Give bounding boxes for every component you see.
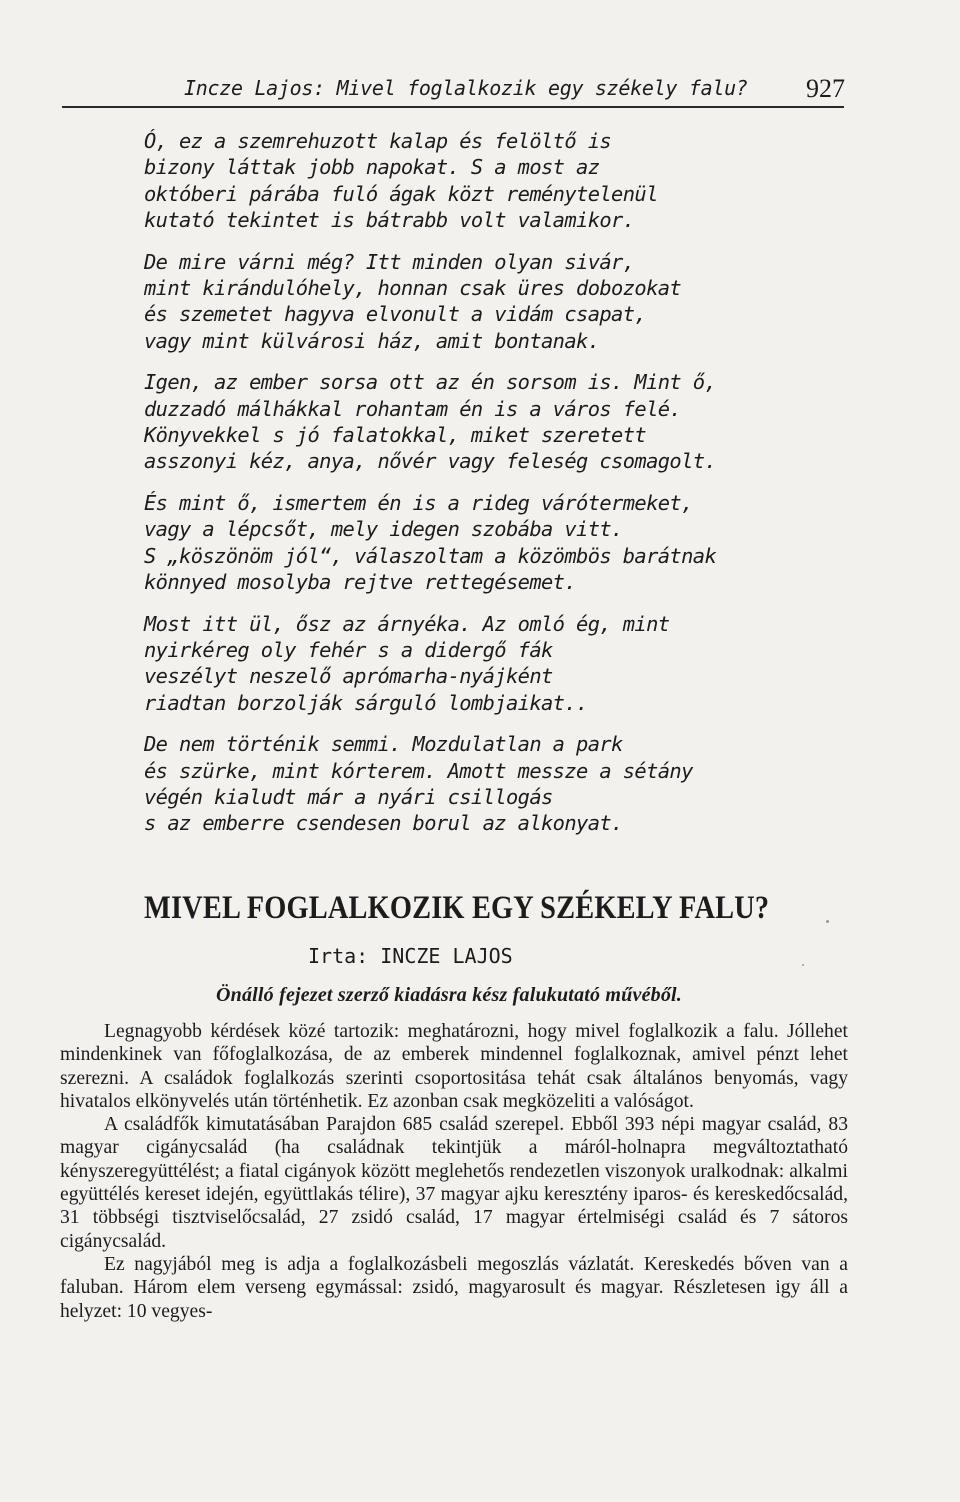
stanza	[144, 490, 824, 596]
poem-line: riadtan borzolják sárguló lombjaikat..	[144, 690, 588, 715]
article-body	[60, 1020, 848, 1323]
poem-line: Most itt ül, ősz az árnyéka. Az omló ég, mint	[144, 611, 670, 636]
running-title: Incze Lajos: Mivel foglalkozik egy székely falu?	[184, 76, 748, 100]
poem-line: S „köszönöm jól“, válaszoltam a közömbös barátnak	[144, 543, 717, 568]
poem-line: veszélyt neszelő aprómarha-nyájként	[144, 664, 553, 689]
ink-speck	[826, 920, 829, 923]
body-paragraph: A családfők kimutatásában Parajdon 685 család szerepel. Ebből 393 népi magyar család, 83 magyar cigánycsalád (ha családnak tekintjük a máról-holnapra megváltoztatható kényszeregyüttélést; a fiatal cigányok között meglehetős rendezetlen viszonyok uralkodnak: alkalmi együttélés kereset idején, együttlakás télire), 37 magyar ajku keresztény iparos- és kereskedőcsalád, 31 többségi tisztviselőcsalád, 27 zsidó család, 17 magyar értelmiségi család és 7 sátoros cigánycsalád.	[60, 1114, 848, 1252]
poem	[144, 128, 824, 837]
stanza	[144, 249, 824, 355]
stanza	[144, 369, 824, 475]
poem-line: októberi párába fuló ágak közt reménytelenül	[144, 181, 658, 206]
ink-speck	[802, 964, 804, 966]
poem-line: Könyvekkel s jó falatokkal, miket szeretett	[144, 423, 647, 448]
body-paragraph: Legnagyobb kérdések közé tartozik: meghatározni, hogy mivel foglalkozik a falu. Jóllehet mindenkinek van főfoglalkozása, de az emberek mindennel foglalkoznak, amivel pénzt lehet szerezni. A családok foglalkozás szerinti csoportositása tehát csak általános benyomás, vagy hivatalos elkönyvelés után történhetik. Ez azonban csak megközeliti a valóságot.	[60, 1021, 848, 1112]
poem-line: vagy a lépcsőt, mely idegen szobába vitt.	[144, 517, 623, 542]
poem-line: és szemetet hagyva elvonult a vidám csapat,	[144, 302, 647, 327]
article-title: MIVEL FOGLALKOZIK EGY SZÉKELY FALU?	[144, 890, 770, 926]
header-rule	[62, 106, 844, 108]
poem-line: nyirkéreg oly fehér s a didergő fák	[144, 637, 553, 662]
poem-line: mint kirándulóhely, honnan csak üres dobozokat	[144, 276, 682, 301]
poem-line: De mire várni még? Itt minden olyan sivár,	[144, 249, 635, 274]
article-byline: Irta: INCZE LAJOS	[308, 944, 513, 968]
poem-line: s az emberre csendesen borul az alkonyat.	[144, 811, 623, 836]
poem-line: És mint ő, ismertem én is a rideg várótermeket,	[144, 490, 693, 515]
poem-line: De nem történik semmi. Mozdulatlan a park	[144, 732, 623, 757]
stanza	[144, 731, 824, 837]
poem-line: könnyed mosolyba rejtve rettegésemet.	[144, 570, 577, 595]
stanza	[144, 611, 824, 717]
poem-line: duzzadó málhákkal rohantam én is a város felé.	[144, 396, 682, 421]
poem-line: végén kialudt már a nyári csillogás	[144, 784, 553, 809]
poem-line: kutató tekintet is bátrabb volt valamikor.	[144, 208, 635, 233]
poem-line: és szürke, mint kórterem. Amott messze a sétány	[144, 758, 693, 783]
poem-line: Igen, az ember sorsa ott az én sorsom is. Mint ő,	[144, 370, 717, 395]
stanza	[144, 128, 824, 234]
article-subtitle: Önálló fejezet szerző kiadásra kész falukutató művéből.	[216, 984, 683, 1006]
page-number: 927	[806, 74, 845, 103]
poem-line: Ó, ez a szemrehuzott kalap és felöltő is	[144, 129, 612, 153]
page-header	[140, 74, 845, 106]
poem-line: bizony láttak jobb napokat. S a most az	[144, 155, 600, 180]
poem-line: vagy mint külvárosi ház, amit bontanak.	[144, 328, 600, 353]
poem-line: asszonyi kéz, anya, nővér vagy feleség csomagolt.	[144, 449, 717, 474]
body-paragraph: Ez nagyjából meg is adja a foglalkozásbeli megoszlás vázlatát. Kereskedés bőven van a faluban. Három elem verseng egymással: zsidó, magyarosult és magyar. Részletesen igy áll a helyzet: 10 vegyes-	[60, 1253, 848, 1322]
